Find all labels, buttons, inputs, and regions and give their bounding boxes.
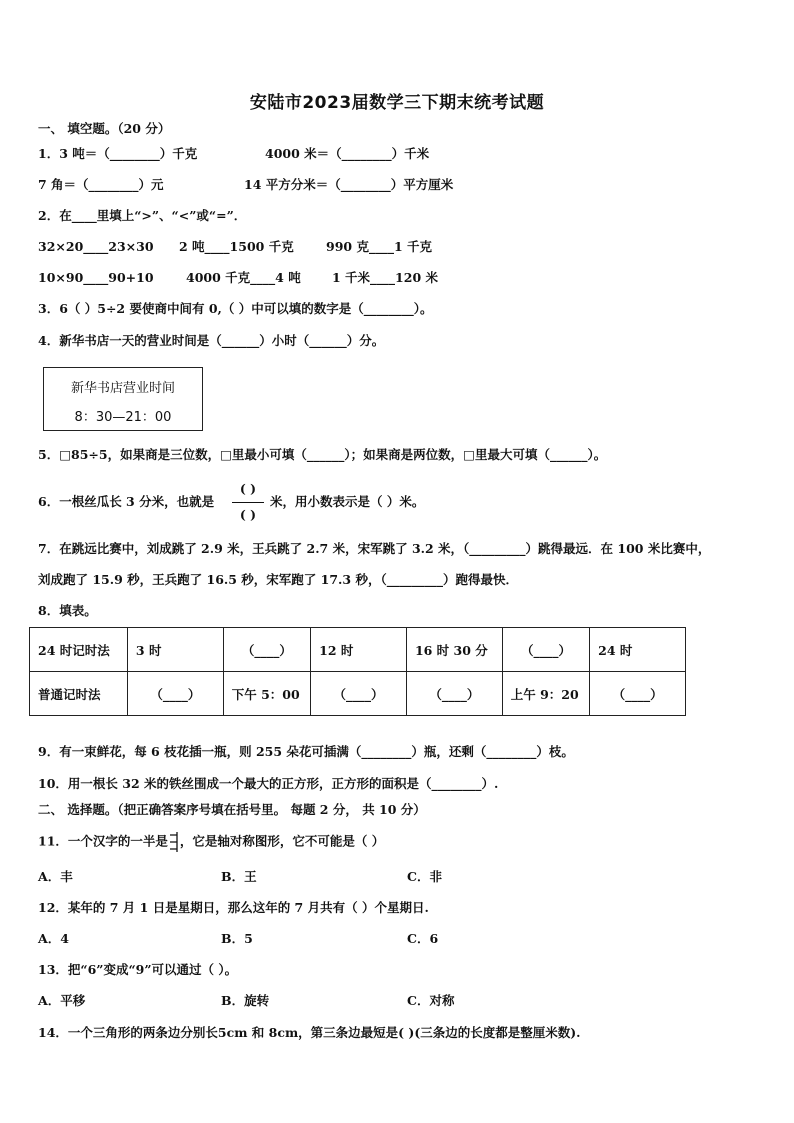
question-8-text: 8．填表。 [38,603,97,618]
q12-option-c: C．6 [407,931,439,946]
table-cell-blank: （____） [590,672,686,716]
section-2-heading: 二、 选择题。（把正确答案序号填在括号里。 每题 2 分， 共 10 分） [38,802,426,817]
question-14-text: 14．一个三角形的两条边分别长5cm 和 8cm，第三条边最短是( )(三条边的长度都是整厘米数). [38,1025,581,1040]
q11-option-b: B．王 [221,869,257,884]
q2-compare-d: 10×90____90+10 [38,270,154,285]
q2-compare-c: 990 克____1 千克 [326,239,432,254]
q12-option-a: A．4 [38,931,69,946]
q11-option-c: C．非 [407,869,442,884]
question-6-post: 米，用小数表示是（ ）米。 [270,494,425,509]
table-cell-blank: （____） [223,628,310,672]
table-cell: 普通记时法 [30,672,128,716]
table-cell-blank: （____） [311,672,407,716]
q12-option-b: B．5 [221,931,253,946]
question-10-text: 10．用一根长 32 米的铁丝围成一个最大的正方形，正方形的面积是（________）. [38,776,499,791]
fraction-bar [232,502,264,503]
q11-post: ，它是轴对称图形，它不可能是（ ） [179,833,385,849]
q2-compare-b: 2 吨____1500 千克 [179,239,294,254]
q11-pre: 11．一个汉字的一半是 [38,833,168,849]
time-conversion-table [29,627,686,716]
store-hours-range: 8：30—21：00 [74,410,172,425]
question-2-text: 2．在____里填上“>”、“<”或“=”． [38,208,247,223]
q2-compare-e: 4000 千克____4 吨 [186,270,301,285]
q13-option-c: C．对称 [407,993,455,1008]
question-6-pre: 6．一根丝瓜长 3 分米，也就是 [38,494,215,509]
q13-option-a: A．平移 [38,993,86,1008]
page-title: 安陆市2023届数学三下期末统考试题 [249,93,545,113]
fraction-denominator: ( ) [239,507,257,522]
table-cell: 上午 9：20 [502,672,589,716]
question-7-line-2: 刘成跑了 15.9 秒，王兵跑了 16.5 秒，宋军跑了 17.3 秒，（_________）跑得最快． [38,572,518,587]
question-5-text: 5．□85÷5，如果商是三位数，□里最小可填（______）；如果商是两位数，□里最大可填（______）。 [38,447,607,462]
q1-meters-to-km: 4000 米＝（________）千米 [265,146,430,161]
table-cell: 24 时 [590,628,686,672]
q11-option-a: A．丰 [38,869,73,884]
table-cell: 16 时 30 分 [406,628,502,672]
question-4-text: 4．新华书店一天的营业时间是（______）小时（______）分。 [38,333,385,348]
question-7-line-1: 7．在跳远比赛中，刘成跳了 2.9 米，王兵跳了 2.7 米，宋军跳了 3.2 米，（_________）跳得最远．在 100 米比赛中， [38,541,711,556]
q2-compare-a: 32×20____23×30 [38,239,154,254]
table-cell: 24 时记时法 [30,628,128,672]
table-cell: 下午 5：00 [223,672,310,716]
question-9-text: 9．有一束鲜花，每 6 枝花插一瓶，则 255 朵花可插满（________）瓶，还剩（________）枝。 [38,744,574,759]
store-hours-box [43,367,203,431]
table-cell: 12 时 [311,628,407,672]
section-1-heading: 一、 填空题。（20 分） [38,121,171,136]
q1-jiao-to-yuan: 7 角＝（________）元 [38,177,164,192]
q2-compare-f: 1 千米____120 米 [332,270,438,285]
q6-fraction [230,481,266,525]
table-cell-blank: （____） [502,628,589,672]
fraction-numerator: ( ) [239,481,257,496]
q13-option-b: B．旋转 [221,993,270,1008]
table-cell-blank: （____） [406,672,502,716]
question-12-text: 12．某年的 7 月 1 日是星期日，那么这年的 7 月共有（ ）个星期日. [38,900,429,915]
table-row [30,672,686,716]
table-cell: 3 时 [127,628,223,672]
q1-tons-to-kg: 1．3 吨＝（________）千克 [38,146,198,161]
table-row [30,628,686,672]
q1-dm2-to-cm2: 14 平方分米＝（________）平方厘米 [244,177,454,192]
table-cell-blank: （____） [127,672,223,716]
half-character-icon [169,832,179,852]
question-3-text: 3．6（ ）5÷2 要使商中间有 0,（ ）中可以填的数字是（________）。 [38,301,433,316]
question-13-text: 13．把“6”变成“9”可以通过（ ）。 [38,962,238,977]
store-hours-title: 新华书店营业时间 [70,381,175,396]
question-11-text [38,832,384,852]
